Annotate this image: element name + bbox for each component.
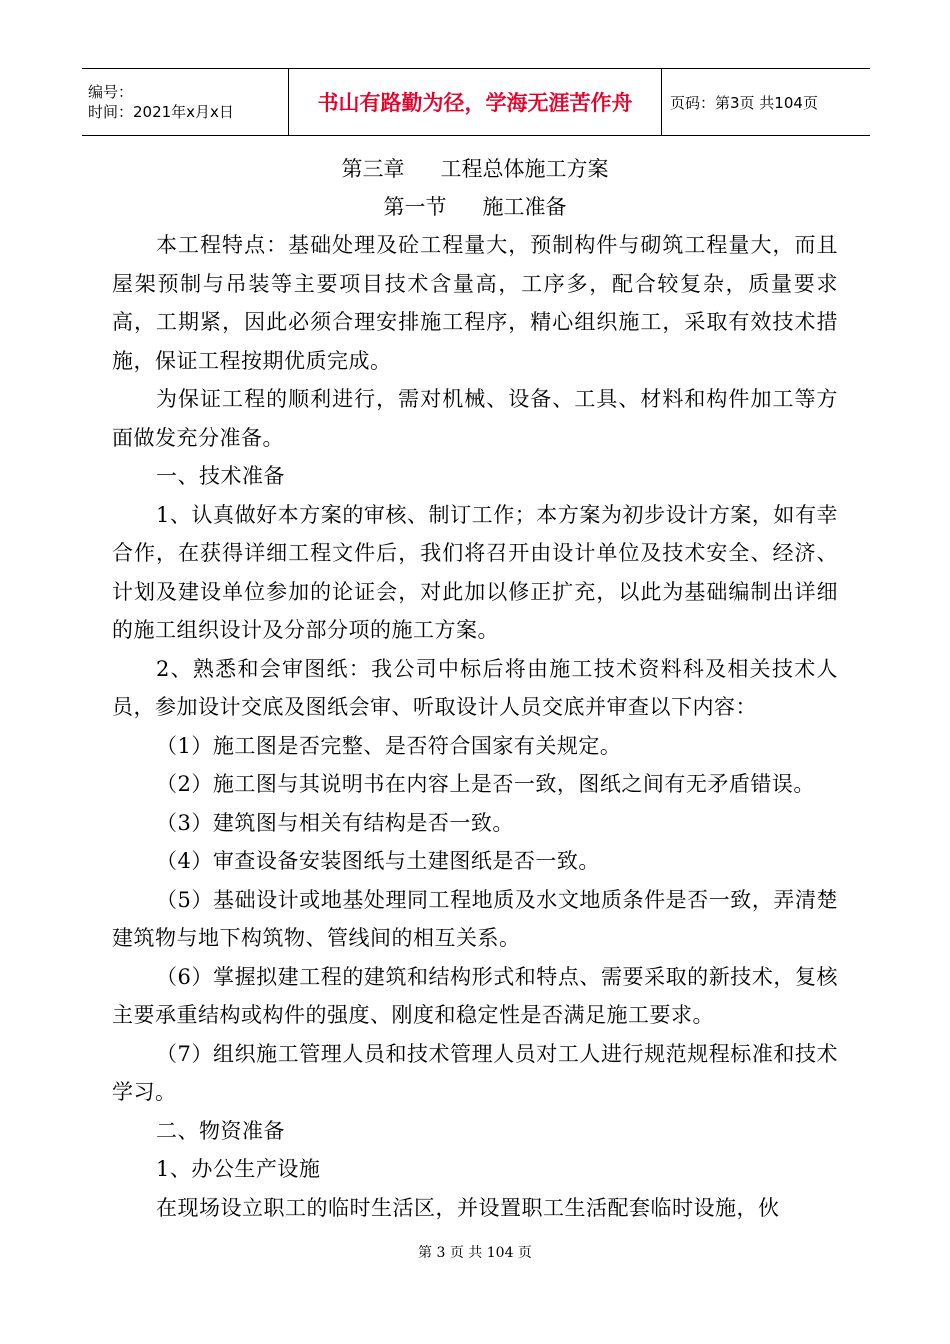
page-header [82, 68, 870, 136]
list-item: （2）施工图与其说明书在内容上是否一致，图纸之间有无矛盾错误。 [156, 772, 815, 796]
list-item: （1）施工图是否完整、是否符合国家有关规定。 [156, 733, 622, 758]
paragraph: 在现场设立职工的临时生活区，并设置职工生活配套临时设施，伙 [156, 1195, 780, 1220]
list-item: （5）基础设计或地基处理同工程地质及水文地质条件是否一致，弄清楚建筑物与地下构筑物、管线间的相互关系。 [112, 887, 838, 950]
list-item: （4）审查设备安装图纸与土建图纸是否一致。 [156, 849, 600, 873]
section-name: 施工准备 [482, 195, 567, 219]
section-title [112, 188, 838, 226]
chapter-name: 工程总体施工方案 [440, 157, 609, 181]
serial-label: 编号： [88, 83, 134, 101]
list-item: （3）建筑图与相关有结构是否一致。 [156, 810, 514, 835]
chapter-number: 第三章 [341, 157, 405, 181]
paragraph: 本工程特点：基础处理及砼工程量大，预制构件与砌筑工程量大，而且屋架预制与吊装等主要项目技术含量高，工序多，配合较复杂，质量要求高，工期紧，因此必须合理安排施工程序，精心组织施工，采取有效技术措施，保证工程按期优质完成。 [112, 233, 838, 373]
list-item: （7）组织施工管理人员和技术管理人员对工人进行规范规程标准和技术学习。 [112, 1041, 838, 1104]
page-footer: 第 3 页 共 104 页 [418, 1245, 532, 1261]
list-item: （6）掌握拟建工程的建筑和结构形式和特点、需要采取的新技术，复核主要承重结构或构件的强度、刚度和稳定性是否满足施工要求。 [112, 964, 838, 1027]
subheading-office-facilities: 1、办公生产设施 [156, 1157, 321, 1181]
chapter-title [112, 150, 838, 188]
document-body [112, 150, 838, 1227]
header-meta [82, 69, 289, 136]
section-number: 第一节 [383, 195, 447, 219]
paragraph: 2、熟悉和会审图纸：我公司中标后将由施工技术资料科及相关技术人员，参加设计交底及图纸会审、听取设计人员交底并审查以下内容： [112, 656, 838, 719]
time-label: 时间：2021年x月x日 [88, 103, 234, 121]
header-motto: 书山有路勤为径，学海无涯苦作舟 [289, 69, 662, 136]
paragraph: 为保证工程的顺利进行，需对机械、设备、工具、材料和构件加工等方面做发充分准备。 [112, 387, 838, 450]
heading-technical-prep: 一、技术准备 [156, 464, 285, 488]
header-page-code: 页码：第3页 共104页 [662, 69, 871, 136]
heading-material-prep: 二、物资准备 [156, 1118, 285, 1143]
paragraph: 1、认真做好本方案的审核、制订工作；本方案为初步设计方案，如有幸合作，在获得详细工程文件后，我们将召开由设计单位及技术安全、经济、计划及建设单位参加的论证会，对此加以修正扩充，以此为基础编制出详细的施工组织设计及分部分项的施工方案。 [112, 502, 838, 642]
